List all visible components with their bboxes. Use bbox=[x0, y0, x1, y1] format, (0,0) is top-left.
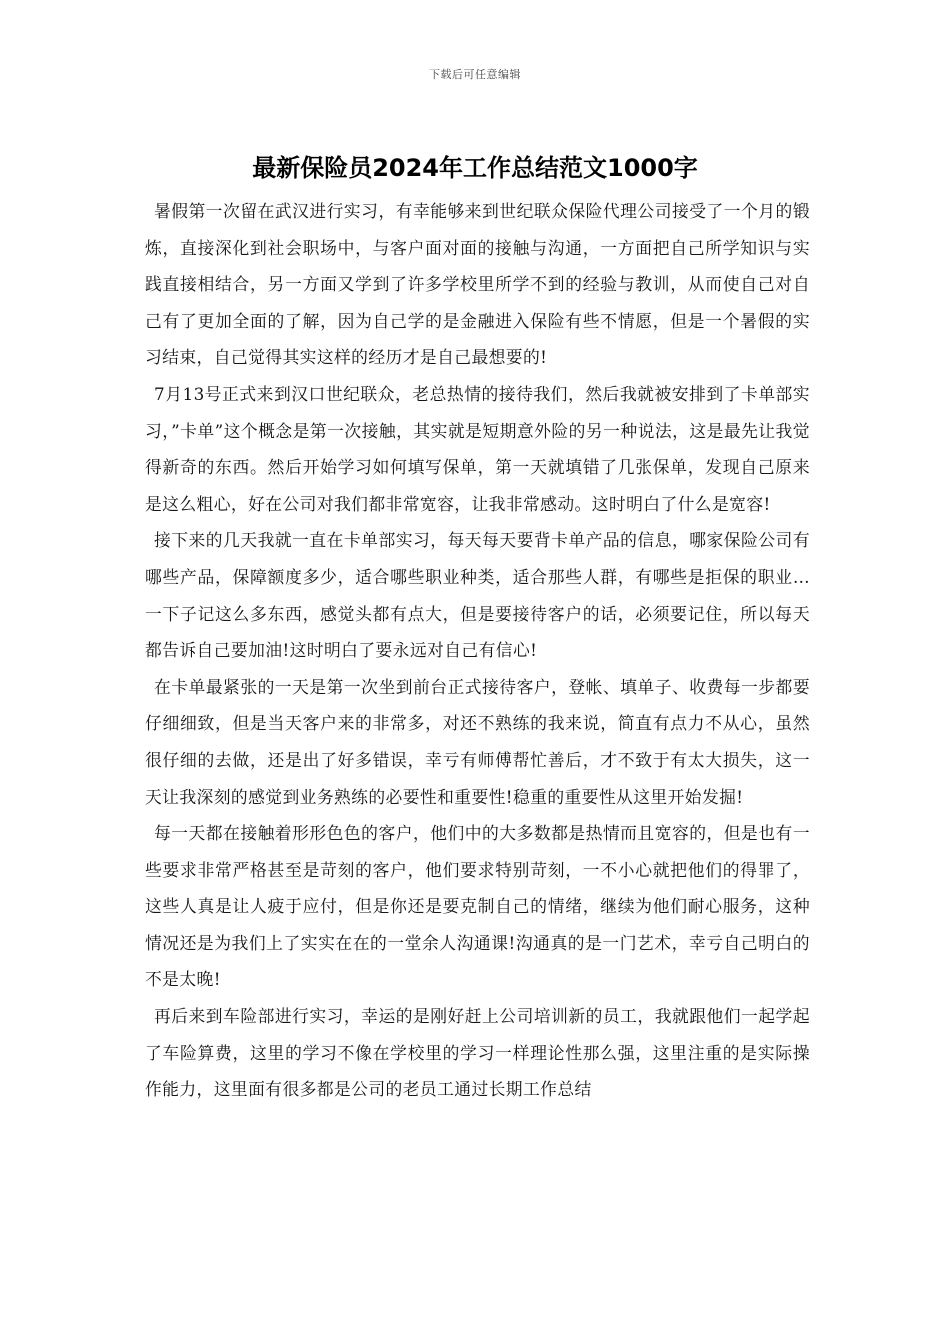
paragraph-1: 暑假第一次留在武汉进行实习，有幸能够来到世纪联众保险代理公司接受了一个月的锻炼，直接深化到社会职场中，与客户面对面的接触与沟通，一方面把自己所学知识与实践直接相结合，另一方面又学到了许多学校里所学不到的经验与教训，从而使自己对自己有了更加全面的了解，因为自己学的是金融进入保险有些不情愿，但是一个暑假的实习结束，自己觉得其实这样的经历才是自己最想要的! bbox=[145, 201, 810, 368]
paragraph-2: 7月13号正式来到汉口世纪联众，老总热情的接待我们，然后我就被安排到了卡单部实习，”卡单”这个概念是第一次接触，其实就是短期意外险的另一种说法，这是最先让我觉得新奇的东西。然后开始学习如何填写保单，第一天就填错了几张保单，发现自己原来是这么粗心，好在公司对我们都非常宽容，让我非常感动。这时明白了什么是宽容! bbox=[145, 383, 810, 514]
paragraph-6: 再后来到车险部进行实习，幸运的是刚好赶上公司培训新的员工，我就跟他们一起学起了车险算费，这里的学习不像在学校里的学习一样理论性那么强，这里注重的是实际操作能力，这里面有很多都是公司的老员工通过长期工作总结 bbox=[145, 1006, 810, 1100]
paragraph-5: 每一天都在接触着形形色色的客户，他们中的大多数都是热情而且宽容的，但是也有一些要求非常严格甚至是苛刻的客户，他们要求特别苛刻，一不小心就把他们的得罪了，这些人真是让人疲于应付，但是你还是要克制自己的情绪，继续为他们耐心服务，这种情况还是为我们上了实实在在的一堂余人沟通课!沟通真的是一门艺术，幸亏自己明白的不是太晚! bbox=[145, 823, 810, 990]
header-note: 下载后可任意编辑 bbox=[429, 68, 521, 81]
paragraph-3: 接下来的几天我就一直在卡单部实习，每天每天要背卡单产品的信息，哪家保险公司有哪些产品，保障额度多少，适合哪些职业种类，适合那些人群，有哪些是拒保的职业…一下子记这么多东西，感觉头都有点大，但是要接待客户的话，必须要记住，所以每天都告诉自己要加油!这时明白了要永远对自己有信心! bbox=[145, 530, 810, 661]
document-title: 最新保险员2024年工作总结范文1000字 bbox=[252, 154, 698, 182]
document-body bbox=[145, 193, 810, 1108]
paragraph-4: 在卡单最紧张的一天是第一次坐到前台正式接待客户，登帐、填单子、收费每一步都要仔细细致，但是当天客户来的非常多，对还不熟练的我来说，简直有点力不从心，虽然很仔细的去做，还是出了好多错误，幸亏有师傅帮忙善后，才不致于有太大损失，这一天让我深刻的感觉到业务熟练的必要性和重要性!稳重的重要性从这里开始发掘! bbox=[145, 676, 810, 807]
